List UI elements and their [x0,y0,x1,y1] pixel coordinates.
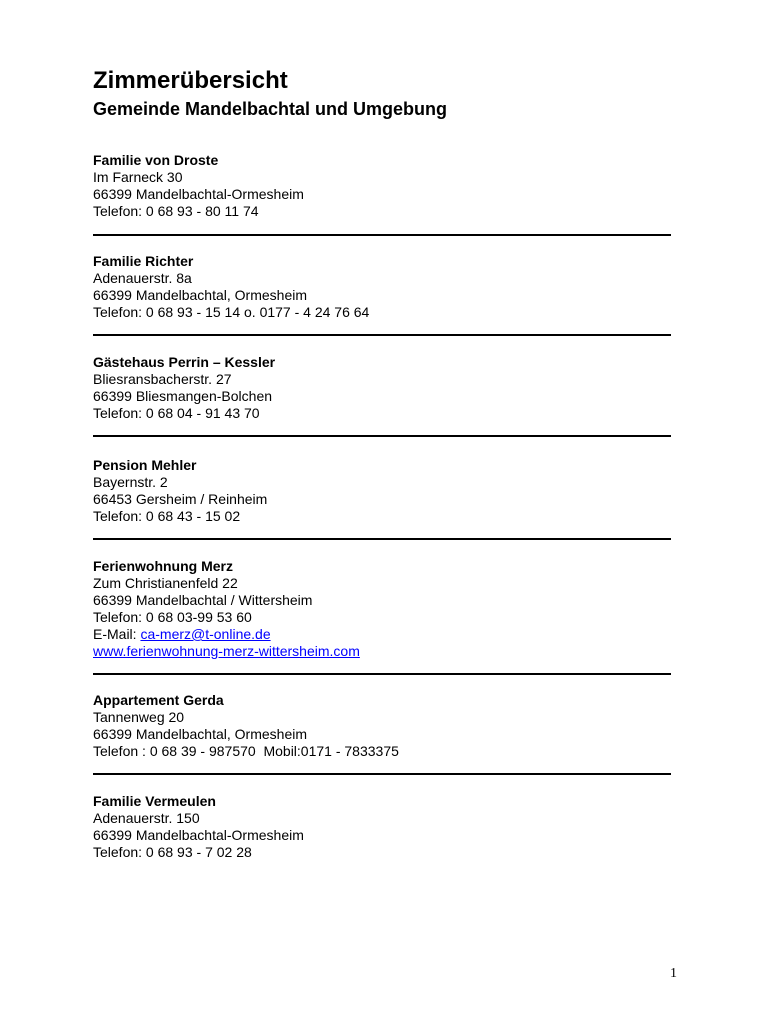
listing-city: 66453 Gersheim / Reinheim [93,491,268,507]
email-label: E-Mail: [93,626,141,642]
listing-name: Familie Vermeulen [93,793,216,809]
listing-street: Im Farneck 30 [93,169,183,185]
listing-street: Tannenweg 20 [93,709,185,725]
listing-website-line [93,643,671,660]
listing-phone: Telefon: 0 68 93 - 80 11 74 [93,203,259,219]
listing-city: 66399 Mandelbachtal, Ormesheim [93,287,308,303]
page-subtitle: Gemeinde Mandelbachtal und Umgebung [93,99,448,119]
divider [93,538,671,540]
website-link[interactable]: www.ferienwohnung-merz-wittersheim.com [93,643,360,659]
page-number: 1 [670,966,677,981]
divider [93,673,671,675]
divider [93,435,671,437]
listing-entry [93,793,671,861]
listing-name: Familie Richter [93,253,194,269]
listing-city: 66399 Mandelbachtal-Ormesheim [93,186,304,202]
listing-entry [93,253,671,321]
listing-entry [93,692,671,760]
divider [93,773,671,775]
listing-street: Adenauerstr. 150 [93,810,200,826]
listing-phone: Telefon: 0 68 03-99 53 60 [93,609,252,625]
listing-phone: Telefon: 0 68 04 - 91 43 70 [93,405,260,421]
listing-phone: Telefon: 0 68 93 - 15 14 o. 0177 - 4 24 76 64 [93,304,370,320]
listing-street: Zum Christianenfeld 22 [93,575,238,591]
listing-city: 66399 Bliesmangen-Bolchen [93,388,273,404]
listing-phone: Telefon: 0 68 93 - 7 02 28 [93,844,252,860]
divider [93,334,671,336]
listing-entry [93,354,671,422]
listing-name: Appartement Gerda [93,692,224,708]
listing-entry [93,457,671,525]
page-title: Zimmerübersicht [93,67,288,94]
listing-phone: Telefon : 0 68 39 - 987570 Mobil:0171 - 7833375 [93,743,399,759]
listing-name: Familie von Droste [93,152,219,168]
email-link[interactable]: ca-merz@t-online.de [140,626,271,642]
listing-phone: Telefon: 0 68 43 - 15 02 [93,508,241,524]
listing-email-line [93,626,671,643]
listing-street: Bayernstr. 2 [93,474,168,490]
listing-city: 66399 Mandelbachtal / Wittersheim [93,592,313,608]
divider [93,234,671,236]
listing-entry [93,152,671,220]
listing-name: Pension Mehler [93,457,197,473]
listing-street: Bliesransbacherstr. 27 [93,371,232,387]
listing-city: 66399 Mandelbachtal-Ormesheim [93,827,304,843]
listing-street: Adenauerstr. 8a [93,270,192,286]
listing-city: 66399 Mandelbachtal, Ormesheim [93,726,308,742]
listing-name: Gästehaus Perrin – Kessler [93,354,276,370]
listing-name: Ferienwohnung Merz [93,558,233,574]
listing-entry [93,558,671,660]
